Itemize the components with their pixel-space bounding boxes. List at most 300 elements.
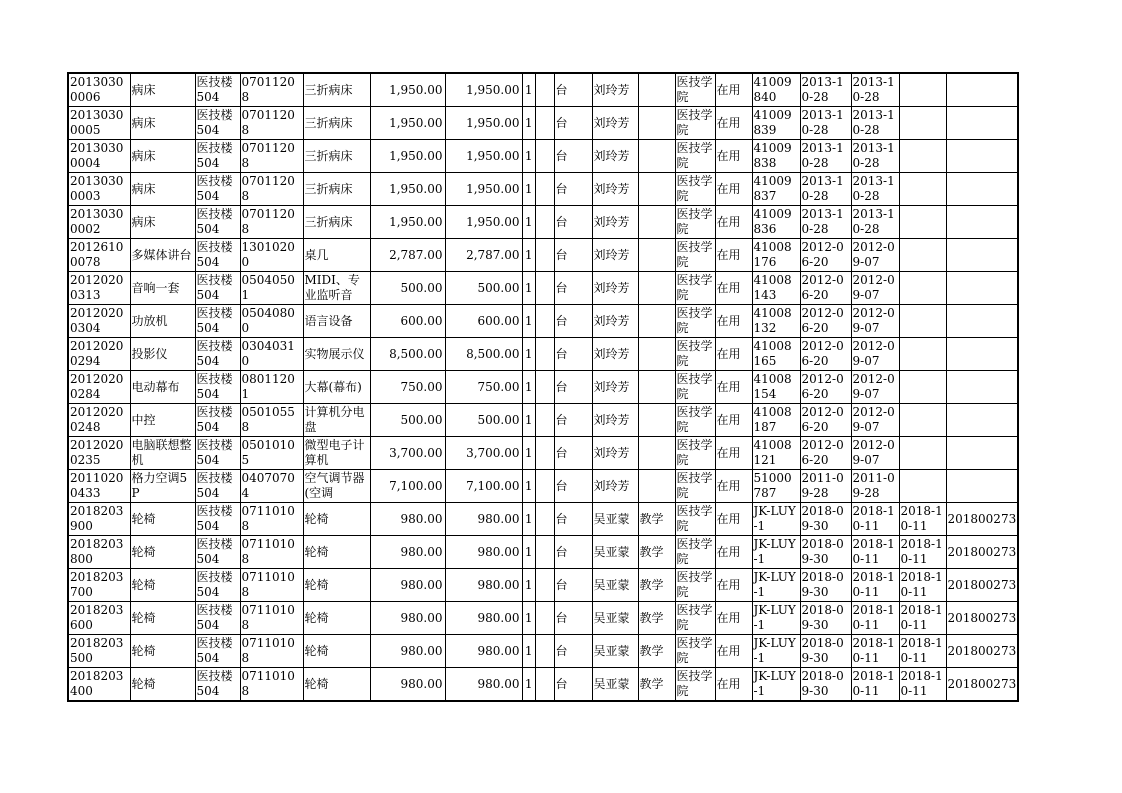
cell-invoice-no: 41008187: [752, 404, 800, 437]
cell-location: 医技楼504: [195, 338, 240, 371]
cell-asset-id: 2018203500: [68, 635, 130, 668]
table-row: [68, 668, 1018, 702]
cell-unit-price: 980.00: [370, 602, 445, 635]
cell-doc-no: [946, 437, 1018, 470]
cell-asset-name: 病床: [130, 107, 195, 140]
cell-purchase-date: 2013-10-28: [800, 140, 851, 173]
cell-category-code: 07011208: [240, 140, 303, 173]
cell-quantity: 1: [522, 272, 535, 305]
cell-purpose: 教学: [638, 635, 675, 668]
cell-unit-price: 1,950.00: [370, 107, 445, 140]
cell-unit: 台: [554, 371, 592, 404]
cell-quantity: 1: [522, 602, 535, 635]
cell-purpose: [638, 338, 675, 371]
cell-doc-no: 201800273: [946, 503, 1018, 536]
cell-entry-date: 2013-10-28: [851, 73, 899, 107]
cell-custodian: 刘玲芳: [592, 272, 638, 305]
cell-check-date: [899, 173, 946, 206]
cell-category-name: 实物展示仪: [303, 338, 370, 371]
cell-status: 在用: [715, 173, 752, 206]
cell-location: 医技楼504: [195, 107, 240, 140]
table-row: [68, 305, 1018, 338]
cell-asset-id: 2018203900: [68, 503, 130, 536]
cell-unit: 台: [554, 602, 592, 635]
cell-asset-id: 20130300002: [68, 206, 130, 239]
cell-asset-id: 20120200235: [68, 437, 130, 470]
cell-quantity: 1: [522, 668, 535, 702]
cell-department: 医技学院: [675, 371, 715, 404]
cell-doc-no: [946, 404, 1018, 437]
table-row: [68, 107, 1018, 140]
cell-purchase-date: 2012-06-20: [800, 272, 851, 305]
cell-asset-name: 电脑联想整机: [130, 437, 195, 470]
cell-total-amount: 8,500.00: [445, 338, 522, 371]
cell-department: 医技学院: [675, 470, 715, 503]
cell-department: 医技学院: [675, 635, 715, 668]
cell-custodian: 吴亚蒙: [592, 503, 638, 536]
cell-quantity: 1: [522, 437, 535, 470]
cell-total-amount: 1,950.00: [445, 73, 522, 107]
cell-category-name: 微型电子计算机: [303, 437, 370, 470]
cell-blank-col: [535, 272, 554, 305]
cell-total-amount: 600.00: [445, 305, 522, 338]
cell-unit: 台: [554, 470, 592, 503]
asset-table-body: [68, 73, 1018, 701]
cell-asset-name: 格力空调5P: [130, 470, 195, 503]
cell-blank-col: [535, 503, 554, 536]
cell-purpose: [638, 206, 675, 239]
cell-location: 医技楼504: [195, 73, 240, 107]
cell-category-name: 大幕(幕布): [303, 371, 370, 404]
cell-custodian: 吴亚蒙: [592, 569, 638, 602]
cell-entry-date: 2018-10-11: [851, 503, 899, 536]
cell-invoice-no: 41008132: [752, 305, 800, 338]
cell-asset-id: 20130300005: [68, 107, 130, 140]
cell-asset-id: 20120200294: [68, 338, 130, 371]
cell-unit-price: 750.00: [370, 371, 445, 404]
cell-status: 在用: [715, 272, 752, 305]
cell-unit-price: 980.00: [370, 569, 445, 602]
cell-category-name: 三折病床: [303, 173, 370, 206]
cell-purpose: [638, 404, 675, 437]
cell-department: 医技学院: [675, 668, 715, 702]
cell-custodian: 刘玲芳: [592, 371, 638, 404]
cell-blank-col: [535, 470, 554, 503]
cell-asset-id: 20120200304: [68, 305, 130, 338]
cell-category-name: 轮椅: [303, 635, 370, 668]
cell-department: 医技学院: [675, 73, 715, 107]
cell-entry-date: 2013-10-28: [851, 173, 899, 206]
cell-total-amount: 980.00: [445, 536, 522, 569]
cell-category-name: 三折病床: [303, 206, 370, 239]
cell-status: 在用: [715, 239, 752, 272]
cell-invoice-no: 41008143: [752, 272, 800, 305]
cell-unit: 台: [554, 569, 592, 602]
cell-status: 在用: [715, 635, 752, 668]
cell-category-code: 07110108: [240, 635, 303, 668]
cell-quantity: 1: [522, 140, 535, 173]
cell-unit: 台: [554, 404, 592, 437]
cell-unit-price: 600.00: [370, 305, 445, 338]
cell-purpose: 教学: [638, 602, 675, 635]
cell-department: 医技学院: [675, 404, 715, 437]
cell-purchase-date: 2012-06-20: [800, 437, 851, 470]
cell-category-name: MIDI、专业监听音: [303, 272, 370, 305]
cell-category-code: 03040310: [240, 338, 303, 371]
cell-department: 医技学院: [675, 239, 715, 272]
cell-custodian: 刘玲芳: [592, 173, 638, 206]
cell-location: 医技楼504: [195, 635, 240, 668]
cell-asset-id: 20130300006: [68, 73, 130, 107]
cell-invoice-no: 41009836: [752, 206, 800, 239]
table-row: [68, 73, 1018, 107]
cell-purchase-date: 2018-09-30: [800, 602, 851, 635]
cell-unit: 台: [554, 73, 592, 107]
cell-department: 医技学院: [675, 338, 715, 371]
cell-location: 医技楼504: [195, 272, 240, 305]
cell-invoice-no: JK-LUY-1: [752, 602, 800, 635]
cell-unit-price: 1,950.00: [370, 206, 445, 239]
cell-department: 医技学院: [675, 272, 715, 305]
cell-quantity: 1: [522, 470, 535, 503]
cell-check-date: [899, 338, 946, 371]
cell-category-code: 07110108: [240, 569, 303, 602]
cell-doc-no: [946, 73, 1018, 107]
cell-category-code: 05010558: [240, 404, 303, 437]
cell-location: 医技楼504: [195, 371, 240, 404]
cell-purchase-date: 2013-10-28: [800, 107, 851, 140]
cell-category-code: 05040800: [240, 305, 303, 338]
cell-purchase-date: 2012-06-20: [800, 338, 851, 371]
cell-asset-name: 轮椅: [130, 635, 195, 668]
cell-unit-price: 500.00: [370, 272, 445, 305]
cell-location: 医技楼504: [195, 206, 240, 239]
cell-invoice-no: 41009837: [752, 173, 800, 206]
cell-blank-col: [535, 206, 554, 239]
cell-custodian: 刘玲芳: [592, 107, 638, 140]
cell-check-date: 2018-10-11: [899, 602, 946, 635]
cell-unit: 台: [554, 239, 592, 272]
cell-category-code: 04070704: [240, 470, 303, 503]
cell-check-date: 2018-10-11: [899, 569, 946, 602]
cell-asset-id: 20130300003: [68, 173, 130, 206]
cell-asset-name: 功放机: [130, 305, 195, 338]
cell-entry-date: 2018-10-11: [851, 536, 899, 569]
cell-unit: 台: [554, 536, 592, 569]
cell-location: 医技楼504: [195, 437, 240, 470]
cell-custodian: 刘玲芳: [592, 338, 638, 371]
cell-department: 医技学院: [675, 602, 715, 635]
cell-blank-col: [535, 404, 554, 437]
cell-check-date: [899, 305, 946, 338]
cell-check-date: [899, 371, 946, 404]
cell-asset-name: 轮椅: [130, 602, 195, 635]
cell-purchase-date: 2018-09-30: [800, 569, 851, 602]
cell-entry-date: 2012-09-07: [851, 404, 899, 437]
table-row: [68, 338, 1018, 371]
cell-check-date: [899, 437, 946, 470]
cell-asset-id: 2018203800: [68, 536, 130, 569]
cell-status: 在用: [715, 470, 752, 503]
cell-entry-date: 2012-09-07: [851, 239, 899, 272]
cell-category-code: 07110108: [240, 602, 303, 635]
cell-location: 医技楼504: [195, 404, 240, 437]
table-row: [68, 173, 1018, 206]
cell-total-amount: 500.00: [445, 404, 522, 437]
cell-quantity: 1: [522, 536, 535, 569]
cell-blank-col: [535, 602, 554, 635]
cell-status: 在用: [715, 305, 752, 338]
cell-purchase-date: 2018-09-30: [800, 503, 851, 536]
cell-status: 在用: [715, 140, 752, 173]
cell-category-code: 05010105: [240, 437, 303, 470]
cell-asset-id: 2018203400: [68, 668, 130, 702]
cell-quantity: 1: [522, 73, 535, 107]
cell-asset-name: 投影仪: [130, 338, 195, 371]
cell-category-code: 07110108: [240, 668, 303, 702]
cell-purchase-date: 2011-09-28: [800, 470, 851, 503]
cell-invoice-no: JK-LUY-1: [752, 569, 800, 602]
cell-category-code: 07011208: [240, 73, 303, 107]
cell-location: 医技楼504: [195, 602, 240, 635]
cell-unit-price: 8,500.00: [370, 338, 445, 371]
cell-asset-name: 病床: [130, 140, 195, 173]
cell-quantity: 1: [522, 173, 535, 206]
cell-total-amount: 500.00: [445, 272, 522, 305]
cell-blank-col: [535, 635, 554, 668]
cell-invoice-no: 41009840: [752, 73, 800, 107]
cell-asset-name: 多媒体讲台: [130, 239, 195, 272]
cell-doc-no: [946, 338, 1018, 371]
cell-purchase-date: 2013-10-28: [800, 206, 851, 239]
cell-purchase-date: 2018-09-30: [800, 668, 851, 702]
cell-total-amount: 980.00: [445, 602, 522, 635]
cell-blank-col: [535, 569, 554, 602]
cell-entry-date: 2018-10-11: [851, 602, 899, 635]
cell-doc-no: [946, 107, 1018, 140]
cell-status: 在用: [715, 503, 752, 536]
cell-total-amount: 3,700.00: [445, 437, 522, 470]
cell-purpose: [638, 73, 675, 107]
cell-check-date: [899, 107, 946, 140]
cell-category-code: 07110108: [240, 503, 303, 536]
cell-doc-no: [946, 239, 1018, 272]
cell-category-code: 07011208: [240, 206, 303, 239]
cell-department: 医技学院: [675, 536, 715, 569]
cell-purpose: [638, 272, 675, 305]
cell-custodian: 刘玲芳: [592, 206, 638, 239]
cell-check-date: 2018-10-11: [899, 668, 946, 702]
cell-asset-name: 音响一套: [130, 272, 195, 305]
table-row: [68, 437, 1018, 470]
table-row: [68, 272, 1018, 305]
cell-unit: 台: [554, 635, 592, 668]
cell-category-name: 轮椅: [303, 569, 370, 602]
cell-entry-date: 2012-09-07: [851, 272, 899, 305]
cell-status: 在用: [715, 668, 752, 702]
cell-unit: 台: [554, 437, 592, 470]
cell-asset-id: 20110200433: [68, 470, 130, 503]
cell-check-date: 2018-10-11: [899, 503, 946, 536]
table-row: [68, 239, 1018, 272]
cell-purpose: 教学: [638, 668, 675, 702]
cell-purchase-date: 2012-06-20: [800, 404, 851, 437]
table-row: [68, 404, 1018, 437]
cell-category-code: 13010200: [240, 239, 303, 272]
table-row: [68, 371, 1018, 404]
cell-quantity: 1: [522, 305, 535, 338]
table-row: [68, 470, 1018, 503]
cell-category-name: 计算机分电盘: [303, 404, 370, 437]
cell-total-amount: 1,950.00: [445, 173, 522, 206]
cell-doc-no: [946, 140, 1018, 173]
cell-custodian: 刘玲芳: [592, 140, 638, 173]
table-row: [68, 569, 1018, 602]
cell-asset-name: 轮椅: [130, 503, 195, 536]
cell-quantity: 1: [522, 404, 535, 437]
cell-purchase-date: 2012-06-20: [800, 371, 851, 404]
cell-total-amount: 1,950.00: [445, 140, 522, 173]
cell-doc-no: 201800273: [946, 536, 1018, 569]
cell-unit-price: 2,787.00: [370, 239, 445, 272]
cell-doc-no: [946, 272, 1018, 305]
cell-total-amount: 1,950.00: [445, 107, 522, 140]
cell-category-code: 05040501: [240, 272, 303, 305]
cell-check-date: [899, 73, 946, 107]
cell-department: 医技学院: [675, 437, 715, 470]
cell-invoice-no: 41008176: [752, 239, 800, 272]
cell-asset-id: 20130300004: [68, 140, 130, 173]
cell-purpose: [638, 305, 675, 338]
cell-category-name: 轮椅: [303, 503, 370, 536]
cell-unit-price: 500.00: [370, 404, 445, 437]
cell-custodian: 刘玲芳: [592, 239, 638, 272]
cell-blank-col: [535, 338, 554, 371]
cell-purpose: [638, 239, 675, 272]
cell-purpose: [638, 470, 675, 503]
cell-invoice-no: JK-LUY-1: [752, 503, 800, 536]
cell-invoice-no: 41008154: [752, 371, 800, 404]
cell-category-name: 语言设备: [303, 305, 370, 338]
cell-category-name: 轮椅: [303, 602, 370, 635]
cell-asset-name: 轮椅: [130, 668, 195, 702]
cell-purpose: 教学: [638, 536, 675, 569]
cell-purchase-date: 2013-10-28: [800, 73, 851, 107]
cell-doc-no: 201800273: [946, 602, 1018, 635]
cell-unit: 台: [554, 272, 592, 305]
cell-quantity: 1: [522, 569, 535, 602]
cell-status: 在用: [715, 569, 752, 602]
cell-asset-name: 中控: [130, 404, 195, 437]
cell-location: 医技楼504: [195, 239, 240, 272]
cell-entry-date: 2018-10-11: [851, 635, 899, 668]
cell-total-amount: 2,787.00: [445, 239, 522, 272]
cell-asset-id: 2018203600: [68, 602, 130, 635]
cell-asset-id: 20120200248: [68, 404, 130, 437]
cell-blank-col: [535, 239, 554, 272]
cell-entry-date: 2013-10-28: [851, 107, 899, 140]
cell-purchase-date: 2012-06-20: [800, 239, 851, 272]
cell-status: 在用: [715, 404, 752, 437]
cell-unit: 台: [554, 206, 592, 239]
cell-custodian: 吴亚蒙: [592, 635, 638, 668]
cell-asset-name: 轮椅: [130, 569, 195, 602]
cell-total-amount: 980.00: [445, 635, 522, 668]
cell-purchase-date: 2012-06-20: [800, 305, 851, 338]
cell-location: 医技楼504: [195, 668, 240, 702]
cell-department: 医技学院: [675, 107, 715, 140]
cell-location: 医技楼504: [195, 503, 240, 536]
cell-category-code: 07011208: [240, 107, 303, 140]
cell-asset-id: 20120200284: [68, 371, 130, 404]
cell-purchase-date: 2013-10-28: [800, 173, 851, 206]
cell-unit-price: 3,700.00: [370, 437, 445, 470]
cell-unit-price: 980.00: [370, 635, 445, 668]
cell-department: 医技学院: [675, 140, 715, 173]
cell-unit: 台: [554, 173, 592, 206]
cell-blank-col: [535, 536, 554, 569]
cell-status: 在用: [715, 107, 752, 140]
cell-total-amount: 980.00: [445, 668, 522, 702]
table-row: [68, 503, 1018, 536]
cell-blank-col: [535, 371, 554, 404]
cell-custodian: 吴亚蒙: [592, 602, 638, 635]
cell-category-code: 07110108: [240, 536, 303, 569]
cell-category-name: 三折病床: [303, 107, 370, 140]
cell-status: 在用: [715, 338, 752, 371]
cell-department: 医技学院: [675, 569, 715, 602]
cell-entry-date: 2013-10-28: [851, 206, 899, 239]
cell-invoice-no: JK-LUY-1: [752, 635, 800, 668]
cell-unit-price: 1,950.00: [370, 140, 445, 173]
cell-purpose: [638, 107, 675, 140]
table-row: [68, 635, 1018, 668]
cell-doc-no: 201800273: [946, 635, 1018, 668]
cell-category-code: 08011201: [240, 371, 303, 404]
cell-entry-date: 2011-09-28: [851, 470, 899, 503]
cell-status: 在用: [715, 536, 752, 569]
cell-blank-col: [535, 668, 554, 702]
cell-location: 医技楼504: [195, 536, 240, 569]
cell-unit-price: 7,100.00: [370, 470, 445, 503]
cell-total-amount: 980.00: [445, 503, 522, 536]
cell-quantity: 1: [522, 206, 535, 239]
cell-category-name: 三折病床: [303, 140, 370, 173]
table-row: [68, 602, 1018, 635]
cell-category-name: 轮椅: [303, 536, 370, 569]
cell-custodian: 刘玲芳: [592, 470, 638, 503]
cell-total-amount: 980.00: [445, 569, 522, 602]
cell-unit: 台: [554, 668, 592, 702]
cell-custodian: 吴亚蒙: [592, 536, 638, 569]
table-row: [68, 536, 1018, 569]
cell-location: 医技楼504: [195, 140, 240, 173]
cell-asset-id: 20120200313: [68, 272, 130, 305]
cell-entry-date: 2012-09-07: [851, 437, 899, 470]
cell-asset-name: 病床: [130, 206, 195, 239]
cell-invoice-no: 51000787: [752, 470, 800, 503]
cell-blank-col: [535, 173, 554, 206]
cell-custodian: 刘玲芳: [592, 437, 638, 470]
cell-department: 医技学院: [675, 305, 715, 338]
cell-unit: 台: [554, 107, 592, 140]
cell-purpose: [638, 371, 675, 404]
table-row: [68, 206, 1018, 239]
cell-department: 医技学院: [675, 503, 715, 536]
cell-doc-no: [946, 305, 1018, 338]
cell-quantity: 1: [522, 338, 535, 371]
cell-unit: 台: [554, 503, 592, 536]
